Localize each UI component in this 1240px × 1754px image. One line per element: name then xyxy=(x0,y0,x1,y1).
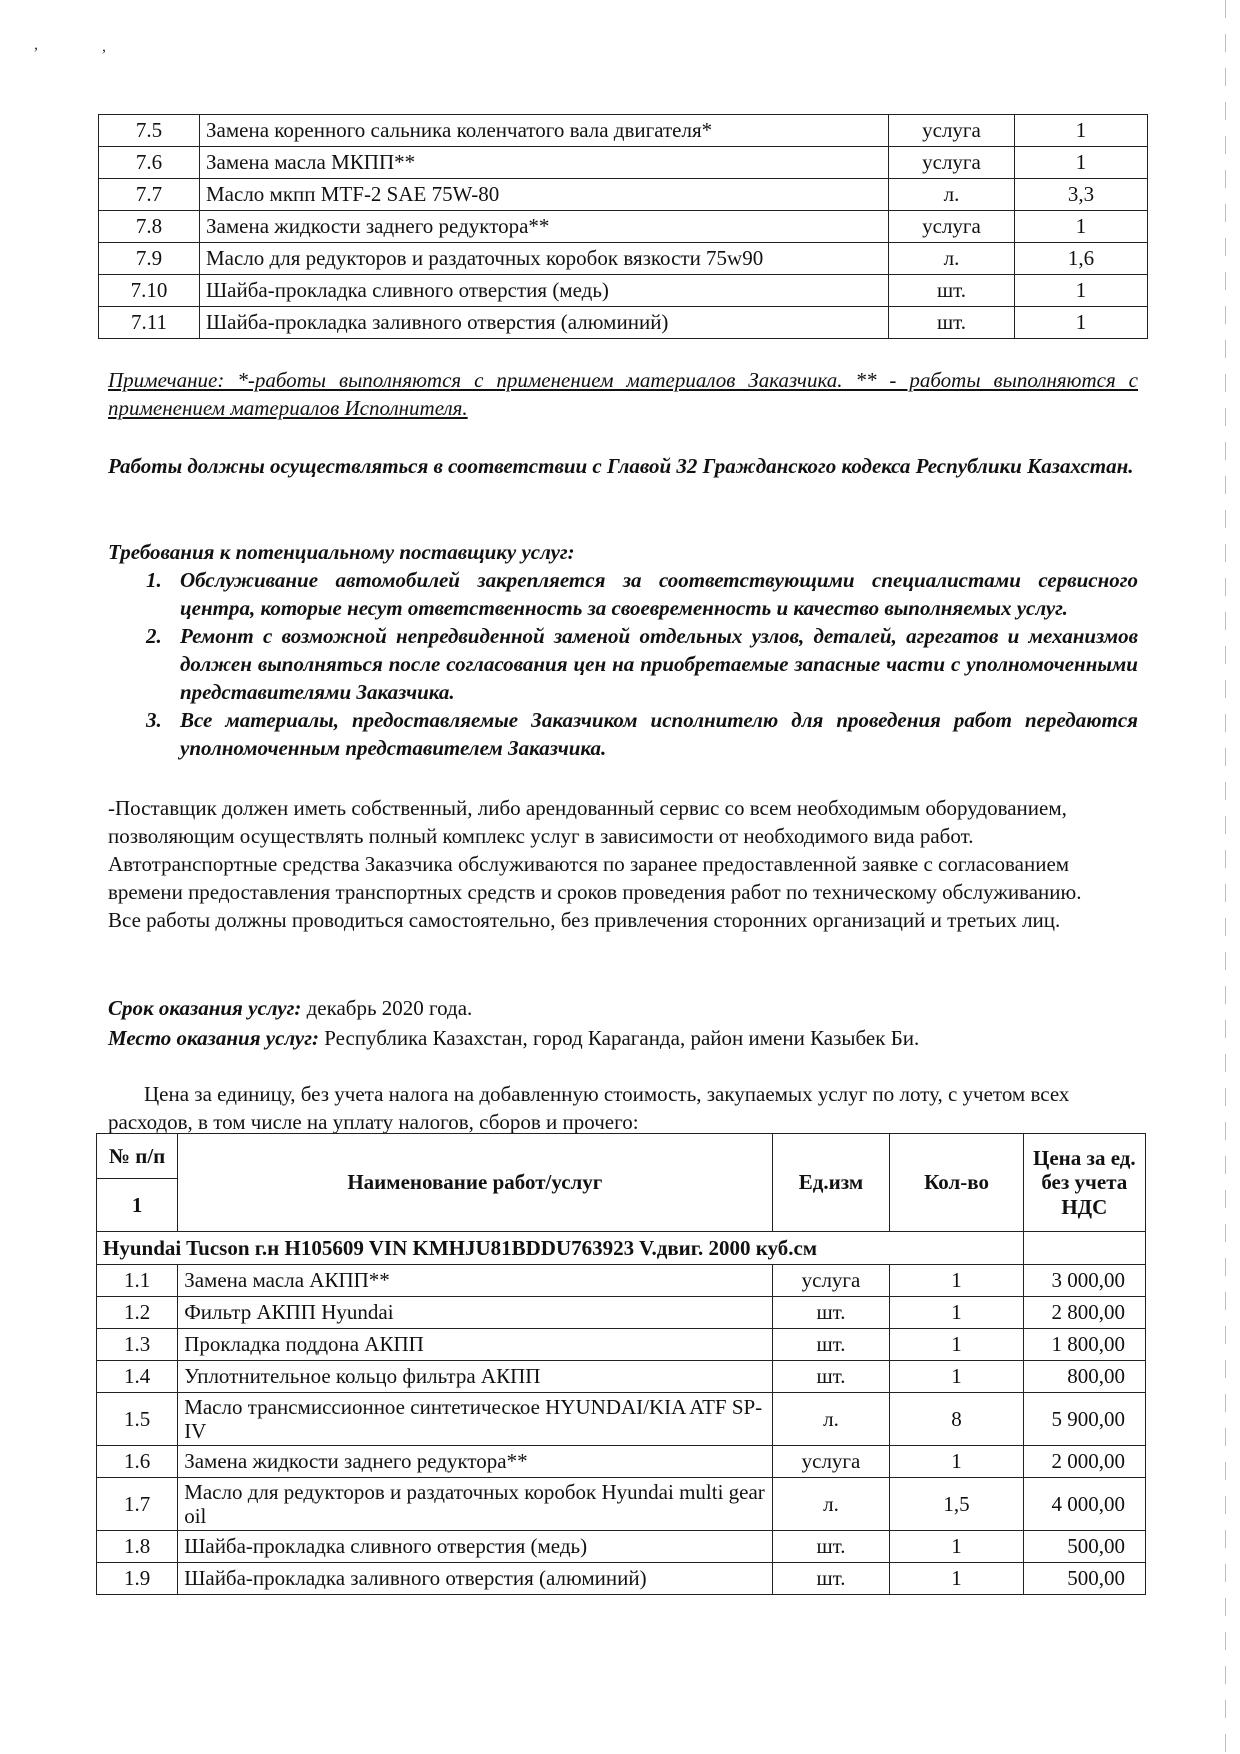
cell-price: 2 800,00 xyxy=(1023,1297,1145,1329)
cell-name: Замена жидкости заднего редуктора** xyxy=(200,211,889,243)
cell-unit: шт. xyxy=(772,1329,890,1361)
cell-num: 1.4 xyxy=(97,1361,178,1393)
cell-price: 3 000,00 xyxy=(1023,1265,1145,1297)
cell-name: Уплотнительное кольцо фильтра АКПП xyxy=(178,1361,772,1393)
cell-num: 7.8 xyxy=(99,211,200,243)
cell-price: 800,00 xyxy=(1023,1361,1145,1393)
cell-qty: 1 xyxy=(1015,275,1148,307)
cell-unit: л. xyxy=(889,243,1015,275)
requirements-list xyxy=(146,566,1138,762)
table-row xyxy=(97,1297,1146,1329)
cell-name: Замена масла МКПП** xyxy=(200,147,889,179)
cell-num: 7.9 xyxy=(99,243,200,275)
cell-unit: услуга xyxy=(889,211,1015,243)
cell-qty: 1,6 xyxy=(1015,243,1148,275)
cell-unit: услуга xyxy=(889,147,1015,179)
cell-num: 7.10 xyxy=(99,275,200,307)
cell-qty: 8 xyxy=(890,1393,1023,1446)
cell-unit: шт. xyxy=(772,1531,890,1563)
table-row xyxy=(97,1329,1146,1361)
cell-name: Замена коренного сальника коленчатого вала двигателя* xyxy=(200,115,889,147)
cell-num: 7.6 xyxy=(99,147,200,179)
cell-qty: 1 xyxy=(890,1531,1023,1563)
table-row xyxy=(97,1478,1146,1531)
cell-qty: 1 xyxy=(1015,147,1148,179)
table-row xyxy=(99,147,1148,179)
cell-num: 1.3 xyxy=(97,1329,178,1361)
vehicle-group-label: Hyundai Tucson г.н H105609 VIN KMHJU81BDDU763923 V.двиг. 2000 куб.см xyxy=(97,1232,1024,1265)
cell-name: Шайба-прокладка заливного отверстия (алюминий) xyxy=(200,307,889,339)
scan-edge-line xyxy=(1225,0,1226,1754)
requirement-item: 1. Обслуживание автомобилей закрепляется за соответствующими специалистами сервисного центра, которые несут ответственность за своевременность и качество выполняемых услуг. xyxy=(146,568,1138,620)
scan-mark: , xyxy=(34,36,38,53)
law-statement: Работы должны осуществляться в соответствии с Главой 32 Гражданского кодекса Республики Казахстан. xyxy=(108,454,1134,478)
cell-price: 5 900,00 xyxy=(1023,1393,1145,1446)
cell-num: 1.5 xyxy=(97,1393,178,1446)
cell-unit: л. xyxy=(772,1478,890,1531)
cell-name: Масло мкпп MTF-2 SAE 75W-80 xyxy=(200,179,889,211)
table-row xyxy=(97,1393,1146,1446)
cell-num: 1.2 xyxy=(97,1297,178,1329)
price-table xyxy=(96,1133,1146,1595)
table-row xyxy=(97,1265,1146,1297)
requirement-item: 3. Все материалы, предоставляемые Заказчиком исполнителю для проведения работ передаются уполномоченным представителем Заказчика. xyxy=(146,708,1138,760)
cell-name: Масло для редукторов и раздаточных коробок вязкости 75w90 xyxy=(200,243,889,275)
table-row xyxy=(97,1531,1146,1563)
cell-num: 1.6 xyxy=(97,1446,178,1478)
cell-unit: шт. xyxy=(889,307,1015,339)
service-term-label: Срок оказания услуг: xyxy=(108,996,302,1020)
cell-name: Замена жидкости заднего редуктора** xyxy=(178,1446,772,1478)
price-intro: Цена за единицу, без учета налога на добавленную стоимость, закупаемых услуг по лоту, с учетом всех расходов, в том числе на уплату налогов, сборов и прочего: xyxy=(108,1082,1070,1134)
service-place-value: Республика Казахстан, город Караганда, район имени Казыбек Би. xyxy=(318,1026,920,1050)
cell-num: 1.8 xyxy=(97,1531,178,1563)
cell-price: 4 000,00 xyxy=(1023,1478,1145,1531)
table-row xyxy=(99,275,1148,307)
works-table-continued xyxy=(98,114,1148,339)
cell-qty: 1 xyxy=(890,1446,1023,1478)
cell-unit: шт. xyxy=(772,1297,890,1329)
cell-price: 1 800,00 xyxy=(1023,1329,1145,1361)
col-num-subheader: 1 xyxy=(97,1179,178,1232)
cell-qty: 1,5 xyxy=(890,1478,1023,1531)
cell-name: Шайба-прокладка сливного отверстия (медь) xyxy=(200,275,889,307)
cell-name: Замена масла АКПП** xyxy=(178,1265,772,1297)
cell-qty: 1 xyxy=(890,1563,1023,1595)
cell-unit: л. xyxy=(889,179,1015,211)
cell-name: Масло для редукторов и раздаточных коробок Hyundai multi gear oil xyxy=(178,1478,772,1531)
cell-qty: 1 xyxy=(890,1297,1023,1329)
vehicle-group-row xyxy=(97,1232,1146,1265)
service-term-value: декабрь 2020 года. xyxy=(301,996,473,1020)
requirements-title: Требования к потенциальному поставщику услуг: xyxy=(108,540,575,564)
table-row xyxy=(99,179,1148,211)
cell-name: Масло трансмиссионное синтетическое HYUNDAI/KIA ATF SP-IV xyxy=(178,1393,772,1446)
cell-num: 7.5 xyxy=(99,115,200,147)
cell-qty: 1 xyxy=(890,1361,1023,1393)
cell-price: 500,00 xyxy=(1023,1563,1145,1595)
cell-qty: 1 xyxy=(1015,211,1148,243)
service-place xyxy=(108,1024,1138,1052)
cell-name: Фильтр АКПП Hyundai xyxy=(178,1297,772,1329)
cell-unit: шт. xyxy=(772,1563,890,1595)
note-text: Примечание: *-работы выполняются с применением материалов Заказчика. ** - работы выполняются с применением материалов Исполнителя. xyxy=(108,368,1138,420)
cell-unit: услуга xyxy=(772,1446,890,1478)
col-qty-header: Кол-во xyxy=(890,1134,1023,1232)
cell-qty: 3,3 xyxy=(1015,179,1148,211)
cell-qty: 1 xyxy=(1015,307,1148,339)
col-num-header: № п/п xyxy=(97,1134,178,1179)
cell-name: Шайба-прокладка сливного отверстия (медь) xyxy=(178,1531,772,1563)
cell-unit: л. xyxy=(772,1393,890,1446)
table-row xyxy=(97,1446,1146,1478)
cell-qty: 1 xyxy=(890,1265,1023,1297)
cell-qty: 1 xyxy=(890,1329,1023,1361)
col-name-header: Наименование работ/услуг xyxy=(178,1134,772,1232)
supplier-paragraph: -Поставщик должен иметь собственный, либо арендованный сервис со всем необходимым оборудованием, позволяющим осуществлять полный комплекс услуг в зависимости от необходимого вида работ. Автотранспортные средства Заказчика обслуживаются по заранее предоставленной заявке с согласованием времени предоставления транспортных средств и сроков проведения работ по техническому обслуживанию. Все работы должны проводиться самостоятельно, без привлечения сторонних организаций и третьих лиц. xyxy=(108,796,1082,932)
table-row xyxy=(97,1361,1146,1393)
requirement-item: 2. Ремонт с возможной непредвиденной заменой отдельных узлов, деталей, агрегатов и механизмов должен выполняться после согласования цен на приобретаемые запасные части с уполномоченными представителями Заказчика. xyxy=(146,624,1138,704)
cell-unit: услуга xyxy=(889,115,1015,147)
cell-unit: шт. xyxy=(889,275,1015,307)
table-row xyxy=(99,243,1148,275)
cell-name: Шайба-прокладка заливного отверстия (алюминий) xyxy=(178,1563,772,1595)
table-row xyxy=(99,211,1148,243)
cell-num: 7.11 xyxy=(99,307,200,339)
cell-price: 2 000,00 xyxy=(1023,1446,1145,1478)
col-price-header: Цена за ед. без учета НДС xyxy=(1023,1134,1145,1232)
cell-num: 1.7 xyxy=(97,1478,178,1531)
service-term xyxy=(108,994,1138,1022)
cell-num: 1.1 xyxy=(97,1265,178,1297)
scan-mark: , xyxy=(102,38,106,55)
cell-num: 7.7 xyxy=(99,179,200,211)
table-row xyxy=(99,115,1148,147)
cell-unit: шт. xyxy=(772,1361,890,1393)
cell-unit: услуга xyxy=(772,1265,890,1297)
service-place-label: Место оказания услуг: xyxy=(108,1026,319,1050)
cell-price: 500,00 xyxy=(1023,1531,1145,1563)
vehicle-group-empty xyxy=(1023,1232,1145,1265)
cell-num: 1.9 xyxy=(97,1563,178,1595)
col-unit-header: Ед.изм xyxy=(772,1134,890,1232)
table-row xyxy=(97,1563,1146,1595)
cell-name: Прокладка поддона АКПП xyxy=(178,1329,772,1361)
table-row xyxy=(99,307,1148,339)
cell-qty: 1 xyxy=(1015,115,1148,147)
